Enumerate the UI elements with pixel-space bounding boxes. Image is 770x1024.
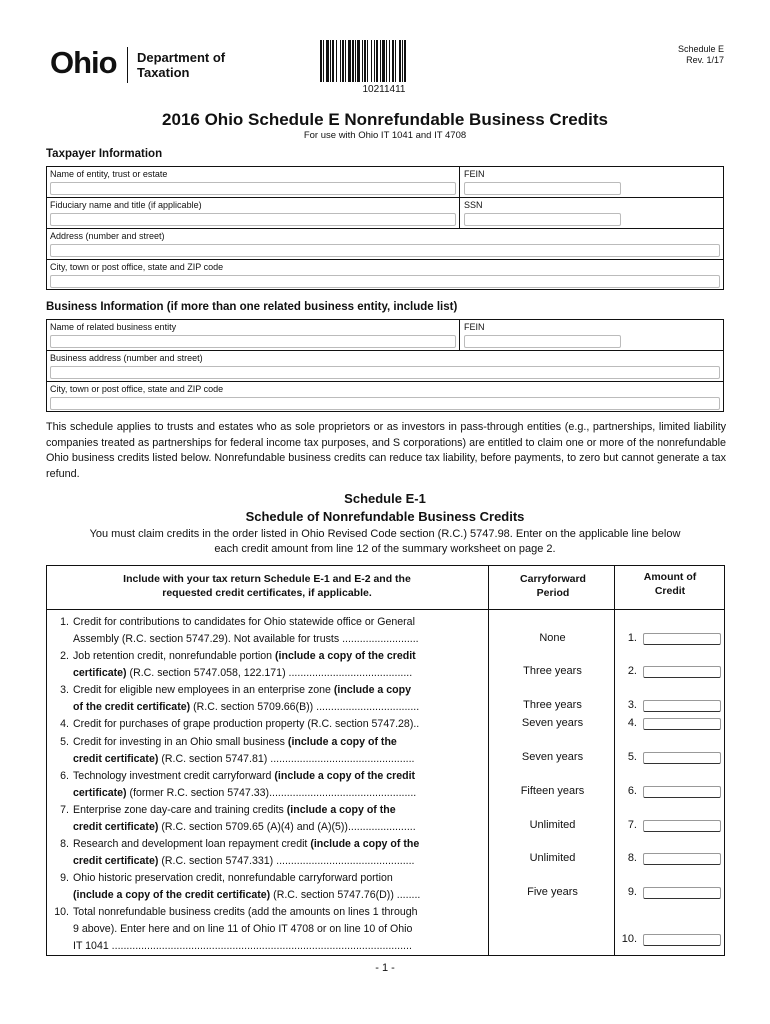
credit-text-bold: (include a copy of the credit <box>275 650 416 662</box>
credit-line-9-description <box>51 870 481 904</box>
business-fein-cell <box>460 320 723 350</box>
credit-text: (former R.C. section 5747.33).................................................. <box>126 786 417 799</box>
amount-line-number: 9. <box>627 886 637 898</box>
amount-input[interactable] <box>643 666 721 678</box>
credit-text-line <box>51 785 481 802</box>
credit-text-bold: certificate) <box>73 786 127 799</box>
amount-input[interactable] <box>643 752 721 764</box>
amount-input[interactable] <box>643 887 721 899</box>
credit-text-bold: (include a copy of the credit certificate) <box>73 888 271 901</box>
amount-input[interactable] <box>643 633 721 645</box>
credit-text: (R.C. section 5747.76(D)) ........ <box>270 888 421 901</box>
schedule-name: Schedule E <box>677 44 724 54</box>
credit-number: 5. <box>60 736 69 748</box>
credit-line-5-description <box>51 734 481 768</box>
credit-text: Credit for eligible new employees in an enterprise zone <box>73 684 334 696</box>
related-entity-label: Name of related business entity <box>50 322 177 332</box>
credit-text: Credit for purchases of grape production property (R.C. section 5747.28).. <box>73 718 420 730</box>
credit-text: (R.C. section 5747.058, 122.171) .......................................... <box>126 666 413 679</box>
credit-line-2-amount <box>613 665 718 677</box>
credit-line-7-period: Unlimited <box>529 819 576 831</box>
col-amount-header: Amount of Credit <box>643 571 697 597</box>
credit-text: IT 1041 ...................................................................................................... <box>73 939 412 952</box>
amount-line-number: 8. <box>627 852 637 864</box>
credit-text: Credit for investing in an Ohio small business <box>73 736 288 748</box>
credit-line-1-amount <box>613 632 718 644</box>
credit-text-bold: (include a copy <box>333 684 411 696</box>
credit-line-8-period: Unlimited <box>529 852 576 864</box>
page-subtitle: For use with Ohio IT 1041 and IT 4708 <box>303 130 467 141</box>
taxpayer-row-2 <box>47 198 723 229</box>
credit-text-bold: (include a copy of the <box>287 736 397 748</box>
credit-text: 9 above). Enter here and on line 11 of Ohio IT 4708 or on line 10 of Ohio <box>73 922 413 935</box>
credit-text-line <box>51 819 481 836</box>
amount-input[interactable] <box>643 786 721 798</box>
revision-date: Rev. 1/17 <box>686 55 724 65</box>
credit-line-10-amount <box>613 933 718 945</box>
credit-line-3-period: Three years <box>523 699 582 711</box>
credit-line-6-description <box>51 768 481 802</box>
taxpayer-row-1 <box>47 167 723 198</box>
ssn-cell <box>460 198 723 228</box>
col-description-header: Include with your tax return Schedule E-1 and E-2 and the requested credit certificates, if applicable. <box>123 573 411 599</box>
credit-number: 9. <box>60 872 69 884</box>
ohio-logo: Ohio <box>50 45 117 80</box>
credit-text-bold: certificate) <box>73 666 127 679</box>
col-period-header: Carryforward Period <box>520 573 586 599</box>
credit-number: 2. <box>60 650 69 662</box>
amount-input[interactable] <box>643 853 721 865</box>
credit-line-2-description <box>51 648 481 682</box>
credit-text-bold: credit certificate) <box>73 854 159 867</box>
credit-text-bold: (include a copy of the credit <box>274 770 416 782</box>
amount-line-number: 4. <box>627 717 637 729</box>
related-entity-input[interactable] <box>50 335 456 348</box>
credit-text: Ohio historic preservation credit, nonrefundable carryforward portion <box>73 872 393 884</box>
taxpayer-row-4 <box>47 260 723 291</box>
business-row-3 <box>47 382 723 413</box>
credit-line-2-period: Three years <box>523 665 582 677</box>
credit-text-bold: (include a copy of the <box>286 804 396 816</box>
city-cell <box>47 260 723 290</box>
schedule-e1-instructions: You must claim credits in the order listed in Ohio Revised Code section (R.C.) 5747.98. Enter on the applicable line below each credit amount from line 12 of the summary worksheet on page 2. <box>89 528 681 555</box>
amount-line-number: 1. <box>627 632 637 644</box>
business-city-cell <box>47 382 723 412</box>
credit-line-3-description <box>51 682 481 716</box>
taxpayer-fein-cell <box>460 167 723 197</box>
credit-text: Enterprise zone day-care and training credits <box>73 804 287 816</box>
entity-name-label: Name of entity, trust or estate <box>50 169 168 179</box>
barcode-icon <box>320 40 448 82</box>
amount-line-number: 10. <box>621 933 637 945</box>
credit-text-line <box>51 751 481 768</box>
business-row-2 <box>47 351 723 382</box>
logo-divider <box>127 47 128 83</box>
business-heading: Business Information (if more than one related business entity, include list) <box>46 301 458 313</box>
credit-line-10-description <box>51 904 481 954</box>
credit-text: Technology investment credit carryforward <box>73 770 275 782</box>
credit-text-bold: credit certificate) <box>73 752 159 765</box>
credit-line-9-period: Five years <box>527 886 578 898</box>
schedule-e1-title: Schedule E-1 <box>344 491 426 506</box>
ssn-input[interactable] <box>464 213 621 226</box>
fiduciary-label: Fiduciary name and title (if applicable) <box>50 200 202 210</box>
taxpayer-row-3 <box>47 229 723 260</box>
credit-line-4-period: Seven years <box>521 717 584 729</box>
applicability-paragraph: This schedule applies to trusts and estates who as sole proprietors or as investors in pass-through entities (e.g., partnerships, limited liability companies treated as partnerships for federal income tax purposes, and S corporations) are entitled to claim one or more of the nonrefundable Ohio business credits listed below. Nonrefundable business credits can reduce tax liability, before payments, to zero but cannot generate a tax refund. <box>46 421 726 480</box>
business-address-cell <box>47 351 723 381</box>
amount-line-number: 5. <box>627 751 637 763</box>
entity-name-cell <box>47 167 460 197</box>
entity-name-input[interactable] <box>50 182 456 195</box>
amount-line-number: 6. <box>627 785 637 797</box>
credit-number: 7. <box>60 804 69 816</box>
credit-text: Credit for contributions to candidates for Ohio statewide office or General <box>73 616 415 628</box>
amount-line-number: 7. <box>627 819 637 831</box>
credit-text: (R.C. section 5747.81) ................................................. <box>158 752 415 765</box>
credit-line-5-amount <box>613 751 718 763</box>
fiduciary-input[interactable] <box>50 213 456 226</box>
credit-text-bold: (include a copy of the <box>310 838 420 850</box>
credit-line-6-period: Fifteen years <box>520 785 585 797</box>
taxpayer-info-box <box>46 166 724 290</box>
credit-number: 4. <box>60 718 69 730</box>
credit-line-7-amount <box>613 819 718 831</box>
credit-line-5-period: Seven years <box>521 751 584 763</box>
fiduciary-cell <box>47 198 460 228</box>
schedule-id <box>640 44 724 66</box>
barcode-number: 10211411 <box>362 84 406 95</box>
credit-line-9-amount <box>613 886 718 898</box>
taxpayer-heading: Taxpayer Information <box>46 148 163 160</box>
amount-line-number: 2. <box>627 665 637 677</box>
column-divider <box>488 566 489 955</box>
header-divider <box>47 609 724 610</box>
amount-input[interactable] <box>643 700 721 712</box>
city-input[interactable] <box>50 275 720 288</box>
schedule-e1-subtitle: Schedule of Nonrefundable Business Credits <box>245 509 525 524</box>
credit-text: Total nonrefundable business credits (add the amounts on lines 1 through <box>73 906 418 918</box>
business-city-label: City, town or post office, state and ZIP code <box>50 384 224 394</box>
credit-line-1-period: None <box>539 632 566 644</box>
credit-line-4-amount <box>613 717 718 729</box>
page-number: - 1 - <box>375 962 395 974</box>
business-city-input[interactable] <box>50 397 720 410</box>
credit-text: Assembly (R.C. section 5747.29). Not available for trusts .......................... <box>73 632 419 645</box>
credit-text-line <box>51 887 481 904</box>
credit-line-1-description <box>51 614 481 648</box>
business-address-input[interactable] <box>50 366 720 379</box>
business-fein-input[interactable] <box>464 335 621 348</box>
credit-text: Research and development loan repayment credit <box>73 838 311 850</box>
amount-input[interactable] <box>643 718 721 730</box>
credit-text-bold: of the credit certificate) <box>73 700 191 713</box>
amount-line-number: 3. <box>627 699 637 711</box>
taxpayer-fein-input[interactable] <box>464 182 621 195</box>
ssn-label: SSN <box>464 200 483 210</box>
credit-number: 8. <box>60 838 69 850</box>
credit-text-line <box>51 699 481 716</box>
address-label: Address (number and street) <box>50 231 165 241</box>
credit-text-line <box>51 665 481 682</box>
credit-number: 3. <box>60 684 69 696</box>
business-fein-label: FEIN <box>464 322 485 332</box>
credit-line-7-description <box>51 802 481 836</box>
credit-text-line <box>51 853 481 870</box>
credit-line-3-amount <box>613 699 718 711</box>
credit-text: (R.C. section 5709.66(B)) ................................... <box>190 700 420 713</box>
credits-table <box>46 565 725 956</box>
credit-number: 6. <box>60 770 69 782</box>
city-label: City, town or post office, state and ZIP code <box>50 262 224 272</box>
page-title: 2016 Ohio Schedule E Nonrefundable Business Credits <box>162 110 608 129</box>
business-info-box <box>46 319 724 412</box>
address-cell <box>47 229 723 259</box>
credit-line-6-amount <box>613 785 718 797</box>
amount-input[interactable] <box>643 820 721 832</box>
credit-line-8-description <box>51 836 481 870</box>
business-address-label: Business address (number and street) <box>50 353 203 363</box>
credit-text: Job retention credit, nonrefundable portion <box>73 650 276 662</box>
amount-input[interactable] <box>643 934 721 946</box>
credit-text: (R.C. section 5709.65 (A)(4) and (A)(5))....................... <box>158 820 416 833</box>
credit-line-8-amount <box>613 852 718 864</box>
credit-number: 1. <box>60 616 69 628</box>
credit-text: (R.C. section 5747.331) ............................................... <box>158 854 415 867</box>
address-input[interactable] <box>50 244 720 257</box>
credit-text-bold: credit certificate) <box>73 820 159 833</box>
related-entity-cell <box>47 320 460 350</box>
business-row-1 <box>47 320 723 351</box>
department-name: Department of Taxation <box>137 50 226 80</box>
taxpayer-fein-label: FEIN <box>464 169 485 179</box>
credit-number: 10. <box>54 906 69 918</box>
credit-line-4-description <box>51 716 481 733</box>
